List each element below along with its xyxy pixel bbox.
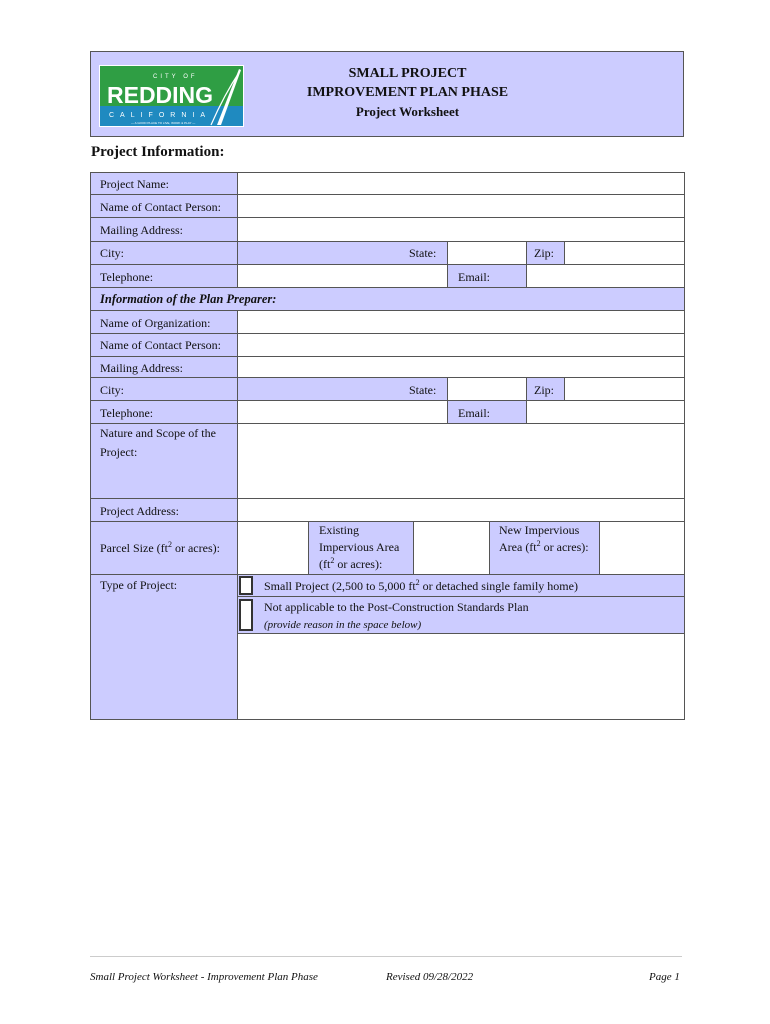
project-name-field[interactable] xyxy=(237,172,685,195)
existing-impervious-field[interactable] xyxy=(413,521,490,575)
not-applicable-option-line-2: (provide reason in the space below) xyxy=(264,619,422,631)
preparer-state-label: State: xyxy=(409,383,437,397)
project-name-label-cell xyxy=(90,172,238,195)
small-project-option-row xyxy=(237,574,685,597)
organization-label: Name of Organization: xyxy=(100,316,211,330)
logo-name: REDDING xyxy=(107,82,214,108)
existing-impervious-line-1: Existing xyxy=(319,523,360,537)
project-address-label: Project Address: xyxy=(100,504,179,518)
email-label: Email: xyxy=(458,270,490,284)
state-label: State: xyxy=(409,246,437,260)
not-applicable-option-line-1: Not applicable to the Post-Construction Standards Plan xyxy=(264,600,529,614)
new-impervious-line-2: Area ($ft^2$ or acres): xyxy=(499,539,589,554)
mailing-address-label: Mailing Address: xyxy=(100,223,183,237)
preparer-mailing-label: Mailing Address: xyxy=(100,361,183,375)
city-label: City: xyxy=(100,246,125,260)
preparer-heading-row xyxy=(90,287,685,311)
state-field[interactable] xyxy=(447,241,527,265)
small-project-option-label: Small Project (2,500 to 5,000 $ft^2$ or detached single family home) xyxy=(264,578,578,593)
parcel-size-field[interactable] xyxy=(237,521,309,575)
new-impervious-field[interactable] xyxy=(599,521,685,575)
preparer-contact-label: Name of Contact Person: xyxy=(100,338,221,352)
city-logo xyxy=(99,65,244,127)
email-field[interactable] xyxy=(526,264,685,288)
mailing-address-field[interactable] xyxy=(237,217,685,242)
existing-impervious-line-2: Impervious Area xyxy=(319,540,400,554)
zip-label-cell xyxy=(526,241,565,265)
preparer-city-label-cell xyxy=(90,377,238,401)
footer-left: Small Project Worksheet - Improvement Plan Phase xyxy=(90,971,318,983)
preparer-city-field[interactable] xyxy=(237,377,448,401)
section-title: Project Information: xyxy=(91,144,225,160)
project-address-field[interactable] xyxy=(237,498,685,522)
scope-label-line-2: Project: xyxy=(100,445,138,459)
preparer-heading: Information of the Plan Preparer: xyxy=(100,292,277,306)
preparer-email-label-cell xyxy=(447,400,527,424)
contact-person-label: Name of Contact Person: xyxy=(100,200,221,214)
logo-state: CALIFORNIA xyxy=(109,112,212,119)
contact-person-field[interactable] xyxy=(237,194,685,218)
telephone-label-cell xyxy=(90,264,238,288)
organization-label-cell xyxy=(90,310,238,334)
new-impervious-label-cell xyxy=(489,521,600,575)
footer-right: Page 1 xyxy=(649,971,680,983)
document-title xyxy=(250,64,565,121)
type-of-project-label: Type of Project: xyxy=(100,578,178,592)
telephone-field[interactable] xyxy=(237,264,448,288)
preparer-zip-label-cell xyxy=(526,377,565,401)
footer-divider xyxy=(90,956,682,957)
email-label-cell xyxy=(447,264,527,288)
preparer-zip-label: Zip: xyxy=(534,383,554,397)
existing-impervious-label-cell xyxy=(308,521,414,575)
contact-person-label-cell xyxy=(90,194,238,218)
scope-label-line-1: Nature and Scope of the xyxy=(100,426,216,440)
project-name-label: Project Name: xyxy=(100,177,169,191)
city-field[interactable] xyxy=(237,241,448,265)
preparer-telephone-label-cell xyxy=(90,400,238,424)
city-label-cell xyxy=(90,241,238,265)
preparer-city-label: City: xyxy=(100,383,125,397)
telephone-label: Telephone: xyxy=(100,270,154,284)
preparer-mailing-field[interactable] xyxy=(237,356,685,378)
parcel-size-label: Parcel Size ($ft^2$ or acres): xyxy=(100,540,220,555)
zip-field[interactable] xyxy=(564,241,685,265)
reason-field[interactable] xyxy=(237,633,685,720)
preparer-contact-field[interactable] xyxy=(237,333,685,357)
preparer-state-field[interactable] xyxy=(447,377,527,401)
new-impervious-line-1: New Impervious xyxy=(499,523,580,537)
preparer-mailing-label-cell xyxy=(90,356,238,378)
title-line-3: Project Worksheet xyxy=(355,104,460,119)
preparer-email-label: Email: xyxy=(458,406,490,420)
small-project-checkbox[interactable] xyxy=(239,576,253,595)
logo-tagline: — A GOOD PLACE TO LIVE, WORK & PLAY — xyxy=(131,121,196,125)
preparer-zip-field[interactable] xyxy=(564,377,685,401)
footer-center: Revised 09/28/2022 xyxy=(386,971,474,983)
type-of-project-label-cell xyxy=(90,574,238,720)
existing-impervious-line-3: ($ft^2$ or acres): xyxy=(319,556,383,571)
organization-field[interactable] xyxy=(237,310,685,334)
preparer-telephone-field[interactable] xyxy=(237,400,448,424)
logo-city-of: CITY OF xyxy=(153,74,198,80)
title-line-1: SMALL PROJECT xyxy=(348,66,467,81)
scope-field[interactable] xyxy=(237,423,685,499)
project-address-label-cell xyxy=(90,498,238,522)
title-line-2: IMPROVEMENT PLAN PHASE xyxy=(306,85,509,100)
scope-label-cell xyxy=(90,423,238,499)
preparer-telephone-label: Telephone: xyxy=(100,406,154,420)
preparer-contact-label-cell xyxy=(90,333,238,357)
zip-label: Zip: xyxy=(534,246,554,260)
not-applicable-option-row xyxy=(237,596,685,634)
preparer-email-field[interactable] xyxy=(526,400,685,424)
parcel-size-label-cell xyxy=(90,521,238,575)
not-applicable-checkbox[interactable] xyxy=(239,599,253,631)
mailing-address-label-cell xyxy=(90,217,238,242)
